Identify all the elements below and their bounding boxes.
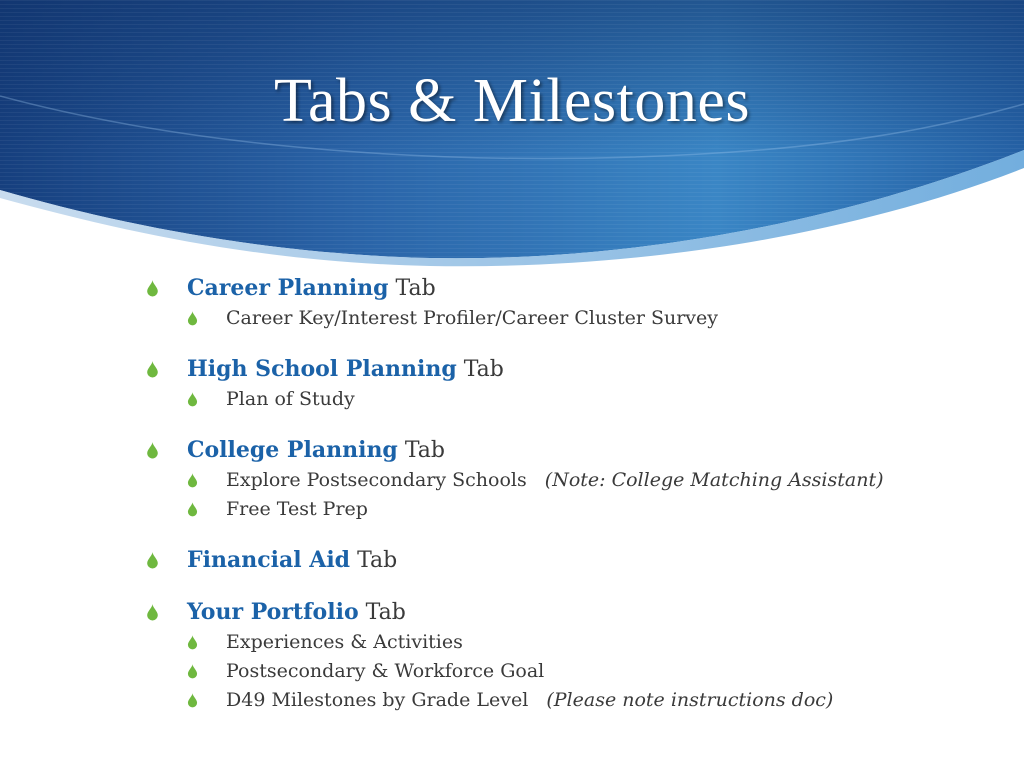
sub-bullet-item [146, 466, 986, 495]
droplet-icon [187, 304, 198, 333]
section-heading: High School Planning [187, 356, 457, 382]
section-suffix: Tab [404, 438, 445, 463]
sub-bullet-text: Postsecondary & Workforce Goal [226, 660, 545, 682]
droplet-icon [146, 353, 159, 385]
section-suffix: Tab [395, 276, 436, 301]
page-title: Tabs & Milestones [273, 67, 750, 135]
droplet-icon [146, 596, 159, 628]
droplet-icon [146, 272, 159, 304]
section-suffix: Tab [463, 357, 504, 382]
sub-bullet-item [146, 385, 986, 414]
sub-bullet-item [146, 495, 986, 524]
droplet-icon [187, 466, 198, 495]
sub-bullet-text: Career Key/Interest Profiler/Career Cluster Survey [226, 307, 718, 329]
bullet-item [146, 272, 986, 304]
droplet-icon [187, 628, 198, 657]
section-heading: Financial Aid [187, 547, 351, 573]
bullet-item [146, 596, 986, 628]
section-heading: Career Planning [187, 275, 389, 301]
droplet-icon [187, 657, 198, 686]
bullet-list [146, 272, 986, 715]
sub-bullet-text: Plan of Study [226, 388, 355, 410]
droplet-icon [146, 544, 159, 576]
sub-bullet-item [146, 304, 986, 333]
droplet-icon [187, 385, 198, 414]
bullet-item [146, 544, 986, 576]
sub-bullet-text: Explore Postsecondary Schools [226, 469, 527, 491]
section-heading: College Planning [187, 437, 398, 463]
bullet-item [146, 434, 986, 466]
section-financial-aid [146, 544, 986, 576]
droplet-icon [187, 686, 198, 715]
sub-bullet-text: Free Test Prep [226, 498, 368, 520]
sub-bullet-item [146, 686, 986, 715]
section-career-planning [146, 272, 986, 333]
sub-bullet-item [146, 628, 986, 657]
droplet-icon [187, 495, 198, 524]
sub-bullet-item [146, 657, 986, 686]
sub-bullet-text: D49 Milestones by Grade Level [226, 689, 529, 711]
section-heading: Your Portfolio [187, 599, 359, 625]
section-college-planning [146, 434, 986, 524]
section-your-portfolio [146, 596, 986, 715]
sub-bullet-text: Experiences & Activities [226, 631, 463, 653]
droplet-icon [146, 434, 159, 466]
section-suffix: Tab [357, 548, 398, 573]
sub-bullet-note: (Note: College Matching Assistant) [544, 469, 884, 491]
sub-bullet-note: (Please note instructions doc) [546, 689, 834, 711]
section-high-school-planning [146, 353, 986, 414]
bullet-item [146, 353, 986, 385]
section-suffix: Tab [365, 600, 406, 625]
